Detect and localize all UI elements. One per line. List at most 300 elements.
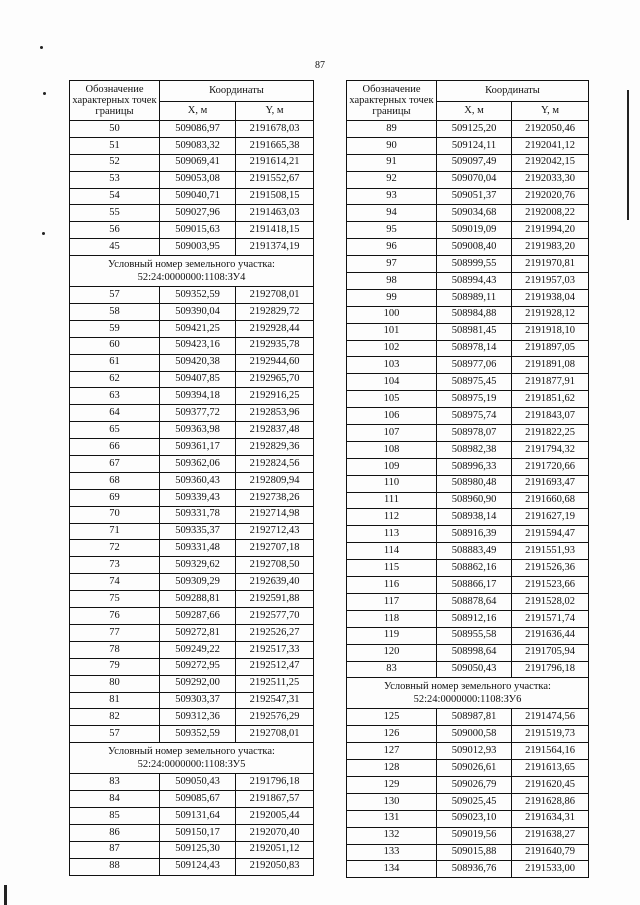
- x-cell: 508999,55: [437, 256, 512, 273]
- y-cell: 2191720,66: [512, 458, 589, 475]
- table-row: [347, 121, 589, 138]
- y-header: Y, м: [512, 102, 589, 121]
- y-cell: 2191693,47: [512, 475, 589, 492]
- x-cell: 509287,66: [160, 608, 236, 625]
- y-cell: 2192837,48: [236, 422, 314, 439]
- table-row: [70, 523, 314, 540]
- point-cell: 97: [347, 256, 437, 273]
- x-cell: 509150,17: [160, 824, 236, 841]
- table-row: [347, 610, 589, 627]
- table-row: [347, 154, 589, 171]
- table-row: [347, 458, 589, 475]
- table-row: [347, 793, 589, 810]
- point-cell: 108: [347, 441, 437, 458]
- y-cell: 2191957,03: [512, 273, 589, 290]
- table-row: [70, 624, 314, 641]
- point-cell: 73: [70, 557, 160, 574]
- x-cell: 509015,88: [437, 844, 512, 861]
- x-cell: 509249,22: [160, 641, 236, 658]
- point-cell: 94: [347, 205, 437, 222]
- y-cell: 2192712,43: [236, 523, 314, 540]
- point-cell: 116: [347, 577, 437, 594]
- point-cell: 71: [70, 523, 160, 540]
- table-row: [70, 405, 314, 422]
- table-row: [70, 841, 314, 858]
- y-cell: 2192928,44: [236, 320, 314, 337]
- table-row: [347, 425, 589, 442]
- point-cell: 63: [70, 388, 160, 405]
- table-row: [70, 858, 314, 875]
- x-cell: 508878,64: [437, 593, 512, 610]
- coordinates-table-right: [346, 80, 589, 878]
- point-cell: 118: [347, 610, 437, 627]
- y-cell: 2192033,30: [512, 171, 589, 188]
- x-cell: 509015,63: [160, 222, 236, 239]
- point-cell: 57: [70, 726, 160, 743]
- table-row: [70, 287, 314, 304]
- y-cell: 2192708,01: [236, 726, 314, 743]
- table-body-right: [347, 121, 589, 878]
- x-cell: 508955,58: [437, 627, 512, 644]
- table-row: [70, 304, 314, 321]
- point-cell: 131: [347, 810, 437, 827]
- table-row: [347, 391, 589, 408]
- y-cell: 2192738,26: [236, 489, 314, 506]
- point-cell: 61: [70, 354, 160, 371]
- point-cell: 54: [70, 188, 160, 205]
- table-row: [347, 743, 589, 760]
- y-cell: 2192526,27: [236, 624, 314, 641]
- y-cell: 2191463,03: [236, 205, 314, 222]
- y-cell: 2192020,76: [512, 188, 589, 205]
- y-cell: 2191634,31: [512, 810, 589, 827]
- x-cell: 508938,14: [437, 509, 512, 526]
- y-cell: 2191636,44: [512, 627, 589, 644]
- y-cell: 2192041,12: [512, 137, 589, 154]
- x-cell: 509012,93: [437, 743, 512, 760]
- table-row: [70, 171, 314, 188]
- point-cell: 134: [347, 861, 437, 878]
- point-cell: 56: [70, 222, 160, 239]
- x-cell: 509003,95: [160, 239, 236, 256]
- x-cell: 509331,78: [160, 506, 236, 523]
- y-cell: 2192944,60: [236, 354, 314, 371]
- point-cell: 68: [70, 472, 160, 489]
- x-cell: 509420,38: [160, 354, 236, 371]
- y-cell: 2191533,00: [512, 861, 589, 878]
- point-cell: 90: [347, 137, 437, 154]
- x-cell: 509421,25: [160, 320, 236, 337]
- point-cell: 126: [347, 726, 437, 743]
- y-cell: 2191519,73: [512, 726, 589, 743]
- table-row: [347, 475, 589, 492]
- point-cell: 45: [70, 239, 160, 256]
- scan-edge-mark: [627, 90, 629, 220]
- point-cell: 50: [70, 121, 160, 138]
- x-cell: 508916,39: [437, 526, 512, 543]
- y-cell: 2191620,45: [512, 776, 589, 793]
- table-row: [347, 323, 589, 340]
- table-row: [70, 121, 314, 138]
- x-cell: 509288,81: [160, 591, 236, 608]
- point-cell: 52: [70, 154, 160, 171]
- x-cell: 509335,37: [160, 523, 236, 540]
- x-cell: 509361,17: [160, 439, 236, 456]
- coordinates-table-left: [69, 80, 314, 876]
- y-cell: 2192714,98: [236, 506, 314, 523]
- point-cell: 100: [347, 306, 437, 323]
- y-cell: 2192577,70: [236, 608, 314, 625]
- point-cell: 83: [347, 661, 437, 678]
- point-cell: 75: [70, 591, 160, 608]
- table-row: [70, 439, 314, 456]
- table-row: [347, 205, 589, 222]
- y-cell: 2192916,25: [236, 388, 314, 405]
- point-cell: 128: [347, 760, 437, 777]
- x-cell: 509034,68: [437, 205, 512, 222]
- point-cell: 115: [347, 560, 437, 577]
- table-row: [347, 526, 589, 543]
- table-row: [347, 726, 589, 743]
- y-cell: 2191528,02: [512, 593, 589, 610]
- table-row: [347, 340, 589, 357]
- table-row: [70, 540, 314, 557]
- y-cell: 2192512,47: [236, 658, 314, 675]
- x-cell: 508996,33: [437, 458, 512, 475]
- table-row: [70, 807, 314, 824]
- y-cell: 2191552,67: [236, 171, 314, 188]
- section-title: Условный номер земельного участка: 52:24:0000000:1108:ЗУ4: [70, 256, 314, 287]
- x-cell: 509394,18: [160, 388, 236, 405]
- x-cell: 509331,48: [160, 540, 236, 557]
- y-cell: 2191614,21: [236, 154, 314, 171]
- x-cell: 509000,58: [437, 726, 512, 743]
- point-cell: 57: [70, 287, 160, 304]
- point-cell: 91: [347, 154, 437, 171]
- point-cell: 117: [347, 593, 437, 610]
- x-cell: 509125,30: [160, 841, 236, 858]
- y-cell: 2191660,68: [512, 492, 589, 509]
- point-cell: 65: [70, 422, 160, 439]
- point-cell: 86: [70, 824, 160, 841]
- x-cell: 509360,43: [160, 472, 236, 489]
- x-cell: 509069,41: [160, 154, 236, 171]
- table-row: [70, 205, 314, 222]
- point-cell: 130: [347, 793, 437, 810]
- y-cell: 2191638,27: [512, 827, 589, 844]
- scan-speck: [42, 232, 45, 235]
- table-row: [347, 289, 589, 306]
- y-cell: 2192639,40: [236, 574, 314, 591]
- y-cell: 2191594,47: [512, 526, 589, 543]
- y-cell: 2192008,22: [512, 205, 589, 222]
- table-row: [347, 256, 589, 273]
- y-cell: 2192935,78: [236, 337, 314, 354]
- y-cell: 2191983,20: [512, 239, 589, 256]
- y-cell: 2191994,20: [512, 222, 589, 239]
- y-cell: 2192005,44: [236, 807, 314, 824]
- point-cell: 101: [347, 323, 437, 340]
- y-cell: 2191526,36: [512, 560, 589, 577]
- x-cell: 508998,64: [437, 644, 512, 661]
- y-cell: 2192708,01: [236, 287, 314, 304]
- point-cell: 72: [70, 540, 160, 557]
- table-body-left: [70, 121, 314, 876]
- table-row: [347, 627, 589, 644]
- table-row: [70, 337, 314, 354]
- y-cell: 2191418,15: [236, 222, 314, 239]
- x-cell: 508960,90: [437, 492, 512, 509]
- table-row: [347, 188, 589, 205]
- y-cell: 2191678,03: [236, 121, 314, 138]
- point-cell: 110: [347, 475, 437, 492]
- table-row: [347, 560, 589, 577]
- x-cell: 508977,06: [437, 357, 512, 374]
- point-cell: 55: [70, 205, 160, 222]
- y-cell: 2192824,56: [236, 456, 314, 473]
- table-row: [70, 154, 314, 171]
- table-row: [347, 661, 589, 678]
- table-row: [70, 692, 314, 709]
- table-row: [70, 137, 314, 154]
- point-cell: 132: [347, 827, 437, 844]
- point-cell: 66: [70, 439, 160, 456]
- x-cell: 509070,04: [437, 171, 512, 188]
- table-row: [70, 675, 314, 692]
- table-row: [347, 577, 589, 594]
- table-row: [347, 171, 589, 188]
- point-cell: 120: [347, 644, 437, 661]
- point-cell: 103: [347, 357, 437, 374]
- y-cell: 2191508,15: [236, 188, 314, 205]
- section-title: Условный номер земельного участка: 52:24:0000000:1108:ЗУ6: [347, 678, 589, 709]
- y-cell: 2191891,08: [512, 357, 589, 374]
- table-row: [347, 593, 589, 610]
- x-header: X, м: [160, 102, 236, 121]
- point-cell: 84: [70, 791, 160, 808]
- y-cell: 2192809,94: [236, 472, 314, 489]
- table-row: [70, 658, 314, 675]
- table-row: [70, 774, 314, 791]
- x-cell: 509309,29: [160, 574, 236, 591]
- point-cell: 85: [70, 807, 160, 824]
- y-cell: 2191523,66: [512, 577, 589, 594]
- table-row: [70, 574, 314, 591]
- table-row: [70, 371, 314, 388]
- y-cell: 2191705,94: [512, 644, 589, 661]
- table-row: [347, 760, 589, 777]
- y-cell: 2191571,74: [512, 610, 589, 627]
- x-cell: 509053,08: [160, 171, 236, 188]
- table-row: [347, 861, 589, 878]
- x-cell: 509008,40: [437, 239, 512, 256]
- point-cell: 70: [70, 506, 160, 523]
- y-cell: 2191474,56: [512, 709, 589, 726]
- x-cell: 508989,11: [437, 289, 512, 306]
- table-row: [70, 320, 314, 337]
- point-cell: 82: [70, 709, 160, 726]
- point-cell: 74: [70, 574, 160, 591]
- y-header: Y, м: [236, 102, 314, 121]
- point-cell: 59: [70, 320, 160, 337]
- y-cell: 2192965,70: [236, 371, 314, 388]
- x-cell: 508982,38: [437, 441, 512, 458]
- y-cell: 2192050,46: [512, 121, 589, 138]
- y-cell: 2192547,31: [236, 692, 314, 709]
- x-cell: 509040,71: [160, 188, 236, 205]
- table-row: [347, 509, 589, 526]
- table-row: [347, 408, 589, 425]
- x-cell: 508975,74: [437, 408, 512, 425]
- x-cell: 509329,62: [160, 557, 236, 574]
- y-cell: 2192511,25: [236, 675, 314, 692]
- table-row: [70, 726, 314, 743]
- table-row: [347, 492, 589, 509]
- point-cell: 89: [347, 121, 437, 138]
- point-cell: 106: [347, 408, 437, 425]
- x-cell: 509050,43: [160, 774, 236, 791]
- y-cell: 2191794,32: [512, 441, 589, 458]
- scan-speck: [43, 92, 46, 95]
- y-cell: 2191551,93: [512, 543, 589, 560]
- coords-header: Координаты: [160, 81, 314, 102]
- x-cell: 509377,72: [160, 405, 236, 422]
- table-row: [347, 273, 589, 290]
- y-cell: 2192829,72: [236, 304, 314, 321]
- y-cell: 2192051,12: [236, 841, 314, 858]
- x-cell: 509027,96: [160, 205, 236, 222]
- x-cell: 508866,17: [437, 577, 512, 594]
- scan-speck: [40, 46, 43, 49]
- x-cell: 509083,32: [160, 137, 236, 154]
- x-cell: 508975,19: [437, 391, 512, 408]
- table-row: [347, 844, 589, 861]
- table-row: [347, 776, 589, 793]
- table-row: [70, 506, 314, 523]
- point-cell: 113: [347, 526, 437, 543]
- x-cell: 508981,45: [437, 323, 512, 340]
- x-cell: 509303,37: [160, 692, 236, 709]
- table-row: [70, 641, 314, 658]
- x-cell: 509363,98: [160, 422, 236, 439]
- point-cell: 107: [347, 425, 437, 442]
- x-cell: 509124,43: [160, 858, 236, 875]
- x-cell: 509086,97: [160, 121, 236, 138]
- point-cell: 93: [347, 188, 437, 205]
- point-cell: 88: [70, 858, 160, 875]
- y-cell: 2191796,18: [512, 661, 589, 678]
- point-cell: 51: [70, 137, 160, 154]
- point-cell: 96: [347, 239, 437, 256]
- y-cell: 2192591,88: [236, 591, 314, 608]
- table-row: [70, 557, 314, 574]
- table-row: [70, 591, 314, 608]
- point-cell: 58: [70, 304, 160, 321]
- point-cell: 78: [70, 641, 160, 658]
- table-row: [347, 644, 589, 661]
- table-row: [70, 354, 314, 371]
- y-cell: 2191796,18: [236, 774, 314, 791]
- x-cell: 509085,67: [160, 791, 236, 808]
- x-cell: 509352,59: [160, 287, 236, 304]
- point-cell: 60: [70, 337, 160, 354]
- x-cell: 508994,43: [437, 273, 512, 290]
- y-cell: 2191928,12: [512, 306, 589, 323]
- y-cell: 2192517,33: [236, 641, 314, 658]
- point-cell: 80: [70, 675, 160, 692]
- point-cell: 114: [347, 543, 437, 560]
- point-cell: 83: [70, 774, 160, 791]
- point-label-header: Обозначение характерных точек границы: [347, 81, 437, 121]
- table-row: [70, 791, 314, 808]
- point-cell: 99: [347, 289, 437, 306]
- point-cell: 77: [70, 624, 160, 641]
- y-cell: 2191628,86: [512, 793, 589, 810]
- table-row: [70, 472, 314, 489]
- x-header: X, м: [437, 102, 512, 121]
- x-cell: 508862,16: [437, 560, 512, 577]
- y-cell: 2191564,16: [512, 743, 589, 760]
- x-cell: 508936,76: [437, 861, 512, 878]
- y-cell: 2191627,19: [512, 509, 589, 526]
- table-row: [347, 357, 589, 374]
- point-cell: 102: [347, 340, 437, 357]
- y-cell: 2192707,18: [236, 540, 314, 557]
- x-cell: 508975,45: [437, 374, 512, 391]
- point-cell: 125: [347, 709, 437, 726]
- point-cell: 87: [70, 841, 160, 858]
- x-cell: 509023,10: [437, 810, 512, 827]
- point-cell: 64: [70, 405, 160, 422]
- x-cell: 509025,45: [437, 793, 512, 810]
- point-cell: 53: [70, 171, 160, 188]
- section-title: Условный номер земельного участка: 52:24:0000000:1108:ЗУ5: [70, 743, 314, 774]
- x-cell: 509026,79: [437, 776, 512, 793]
- x-cell: 508987,81: [437, 709, 512, 726]
- point-cell: 67: [70, 456, 160, 473]
- x-cell: 509050,43: [437, 661, 512, 678]
- point-cell: 92: [347, 171, 437, 188]
- section-row: [70, 256, 314, 287]
- table-row: [347, 222, 589, 239]
- y-cell: 2191970,81: [512, 256, 589, 273]
- x-cell: 508980,48: [437, 475, 512, 492]
- x-cell: 508984,88: [437, 306, 512, 323]
- table-row: [347, 709, 589, 726]
- y-cell: 2192829,36: [236, 439, 314, 456]
- table-row: [70, 222, 314, 239]
- y-cell: 2191640,79: [512, 844, 589, 861]
- table-row: [347, 306, 589, 323]
- y-cell: 2191918,10: [512, 323, 589, 340]
- x-cell: 509407,85: [160, 371, 236, 388]
- point-cell: 62: [70, 371, 160, 388]
- x-cell: 509131,64: [160, 807, 236, 824]
- y-cell: 2191822,25: [512, 425, 589, 442]
- y-cell: 2191877,91: [512, 374, 589, 391]
- table-row: [70, 388, 314, 405]
- x-cell: 508883,49: [437, 543, 512, 560]
- point-cell: 129: [347, 776, 437, 793]
- x-cell: 509272,95: [160, 658, 236, 675]
- table-row: [70, 608, 314, 625]
- x-cell: 509125,20: [437, 121, 512, 138]
- x-cell: 509019,09: [437, 222, 512, 239]
- y-cell: 2192050,83: [236, 858, 314, 875]
- x-cell: 509272,81: [160, 624, 236, 641]
- scan-edge-mark: [4, 885, 7, 905]
- y-cell: 2191897,05: [512, 340, 589, 357]
